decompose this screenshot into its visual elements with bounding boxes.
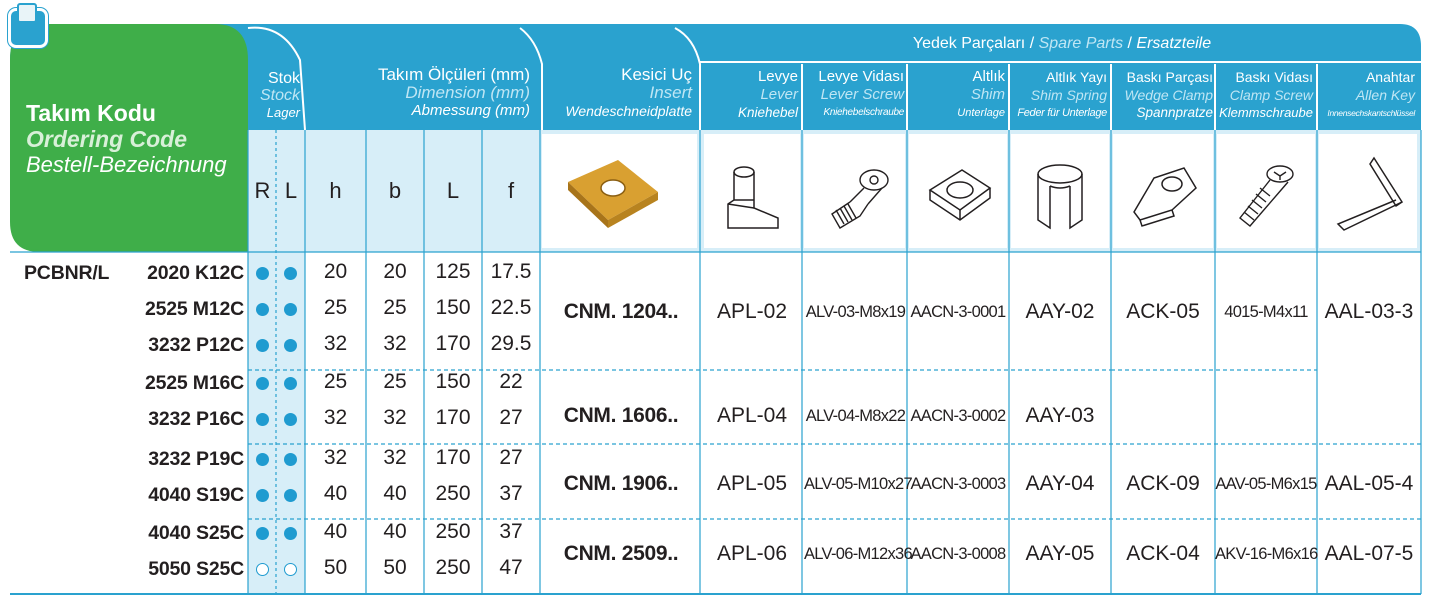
ordering-code: 2020 K12C [147,262,244,284]
allen-key-icon [1330,152,1410,240]
shim-icon [922,160,996,234]
stock-l-indicator [284,527,297,540]
dim-b-value: 20 [383,260,407,283]
lever-code-2: APL-04 [716,404,788,427]
part-en: Shim [970,86,1005,103]
part-tr: Levye Vidası [818,68,904,85]
stock-r-indicator [256,303,269,316]
dim-f-value: 17.5 [490,260,532,283]
ordering-tr: Takım Kodu [26,100,156,126]
insert-header [542,66,692,120]
dim-b-value: 25 [383,370,407,393]
dim-L-value: 150 [435,370,471,393]
part-de: Spannpratze [1136,105,1213,120]
stock-header [250,70,300,121]
part-tr: Baskı Vidası [1235,69,1313,85]
lever-code-3: APL-05 [716,472,788,495]
dim-b-value: 40 [383,520,407,543]
dim-b-value: 32 [383,332,407,355]
stock-l-indicator [284,303,297,316]
stock-l-indicator [284,377,297,390]
dim-L-value: 170 [435,446,471,469]
dim-h-value: 40 [323,482,348,505]
dimension-en: Dimension (mm) [405,83,530,102]
spring-code-3: AAY-04 [1025,472,1095,495]
shim-code-2: AACN-3-0002 [910,407,1006,425]
lever-screw-code-3: ALV-05-M10x27 [804,475,912,493]
dim-b-value: 32 [383,446,407,469]
lever-screw-code-2: ALV-04-M8x22 [805,407,906,425]
ordering-code: 5050 S25C [148,558,244,580]
part-de: Feder für Unterlage [1017,107,1107,119]
clamp-screw-icon [1228,158,1304,236]
corner-tab-icon [8,8,48,48]
shim-code-4: AACN-3-0008 [910,545,1006,563]
part-header-lever [702,68,798,122]
key-code-2: AAL-05-4 [1324,472,1414,495]
dim-L-value: 170 [435,332,471,355]
insert-en: Insert [649,83,692,102]
spare-parts-header [702,35,1422,53]
insert-code-1: CNM. 1204.. [563,300,679,323]
key-code-1: AAL-03-3 [1324,300,1414,323]
part-en: Lever Screw [820,86,904,103]
stock-en: Stock [259,87,300,104]
shim-code-3: AACN-3-0003 [910,475,1006,493]
insert-tr: Kesici Uç [621,65,692,84]
insert-de: Wendeschneidplatte [565,103,692,119]
shim-spring-icon [1028,158,1094,236]
dim-b-value: 25 [383,296,407,319]
dim-L-value: 170 [435,406,471,429]
part-tr: Altlık Yayı [1046,69,1107,85]
dim-b-value: 32 [383,406,407,429]
ordering-code: 3232 P16C [148,408,244,430]
part-header-shim [909,68,1005,122]
spare-sep: / [1025,35,1039,52]
insert-code-4: CNM. 2509.. [563,542,679,565]
key-code-3: AAL-07-5 [1324,542,1414,565]
dim-L-value: 250 [435,556,471,579]
dim-L-value: 150 [435,296,471,319]
shim-code-1: AACN-3-0001 [910,303,1006,321]
ordering-code: 2525 M12C [144,298,244,320]
stock-r-indicator [256,339,269,352]
clamp-screw-code-3: AKV-16-M6x16 [1215,545,1318,563]
lever-code-4: APL-06 [716,542,788,565]
stock-r-indicator [256,489,269,502]
stock-r-indicator [256,377,269,390]
stock-l-indicator [284,267,297,280]
spare-tr: Yedek Parçaları [912,35,1026,52]
ordering-code: 3232 P12C [148,334,244,356]
part-de: Unterlage [957,107,1005,119]
ordering-code: 2525 M16C [144,372,244,394]
col-l: L [284,178,298,203]
dim-h-value: 32 [323,406,348,429]
dim-f-value: 37 [499,520,523,543]
clamp-screw-code-2: AAV-05-M6x15 [1215,475,1317,493]
stock-l-indicator [284,413,297,426]
insert-image [560,152,665,232]
ordering-en: Ordering Code [26,126,188,152]
dim-b-value: 40 [383,482,407,505]
dimension-de: Abmessung (mm) [411,102,530,119]
dim-f-value: 47 [499,556,523,579]
dim-h-value: 25 [323,370,348,393]
part-tr: Levye [757,68,798,85]
col-f: f [507,178,515,203]
stock-r-indicator [256,453,269,466]
lever-screw-icon [820,158,898,238]
part-en: Allen Key [1355,87,1415,103]
spring-code-2: AAY-03 [1025,404,1095,427]
stock-l-indicator [284,489,297,502]
part-header-wedge-clamp [1113,68,1213,122]
dim-h-value: 32 [323,332,348,355]
lever-icon [720,158,788,238]
part-de: Innensechskantschlüssel [1327,108,1415,118]
dim-h-value: 20 [323,260,348,283]
dim-h-value: 50 [323,556,348,579]
part-en: Wedge Clamp [1124,87,1213,103]
part-de: Klemmschraube [1219,105,1313,120]
lever-screw-code-1: ALV-03-M8x19 [805,303,906,321]
wedge-code-1: ACK-05 [1126,300,1200,323]
dim-h-value: 32 [323,446,348,469]
col-L: L [446,178,460,203]
dimension-header [310,66,530,120]
spare-sep-2: / [1123,35,1137,52]
part-tr: Anahtar [1365,69,1415,85]
ordering-code: 3232 P19C [148,448,244,470]
lever-screw-code-4: ALV-06-M12x36 [804,545,912,563]
part-header-allen-key [1319,68,1415,122]
dim-f-value: 22 [499,370,523,393]
dim-h-value: 40 [323,520,348,543]
insert-code-2: CNM. 1606.. [563,404,679,427]
part-en: Shim Spring [1030,87,1107,103]
dim-f-value: 27 [499,446,523,469]
wedge-code-2: ACK-09 [1126,472,1200,495]
part-header-shim-spring [1011,68,1107,122]
part-header-clamp-screw [1217,68,1313,122]
stock-l-indicator [284,563,297,576]
wedge-clamp-icon [1126,158,1204,236]
stock-r-indicator [256,527,269,540]
dim-f-value: 22.5 [490,296,532,319]
spring-code-4: AAY-05 [1025,542,1095,565]
ordering-de: Bestell-Bezeichnung [26,152,227,177]
stock-tr: Stok [267,70,300,87]
dim-L-value: 125 [435,260,471,283]
spring-code-1: AAY-02 [1025,300,1095,323]
spare-en: Spare Parts [1038,35,1124,52]
col-r: R [254,178,271,203]
stock-l-indicator [284,453,297,466]
spare-de: Ersatzteile [1136,35,1212,52]
dim-f-value: 29.5 [490,332,532,355]
lever-code-1: APL-02 [716,300,788,323]
clamp-screw-code-1: 4015-M4x11 [1224,303,1308,321]
col-h: h [329,178,342,203]
part-de: Kniehebel [737,105,798,120]
stock-r-indicator [256,267,269,280]
part-tr: Baskı Parçası [1126,69,1213,85]
part-en: Clamp Screw [1229,87,1313,103]
part-tr: Altlık [972,68,1005,85]
dim-L-value: 250 [435,482,471,505]
dim-h-value: 25 [323,296,348,319]
dim-f-value: 27 [499,406,523,429]
ordering-code-header [26,100,227,178]
insert-code-3: CNM. 1906.. [563,472,679,495]
ordering-code: 4040 S19C [148,484,244,506]
stock-r-indicator [256,413,269,426]
stock-r-indicator [256,563,269,576]
dimension-tr: Takım Ölçüleri (mm) [377,65,530,84]
col-b: b [388,178,402,203]
dim-L-value: 250 [435,520,471,543]
dim-b-value: 50 [383,556,407,579]
part-header-lever-screw [804,68,904,122]
dim-f-value: 37 [499,482,523,505]
wedge-code-3: ACK-04 [1126,542,1200,565]
part-de: Kniehebelschraube [823,107,904,118]
stock-l-indicator [284,339,297,352]
stock-de: Lager [266,105,300,120]
ordering-prefix: PCBNR/L [24,262,110,284]
ordering-code: 4040 S25C [148,522,244,544]
part-en: Lever [760,86,798,103]
